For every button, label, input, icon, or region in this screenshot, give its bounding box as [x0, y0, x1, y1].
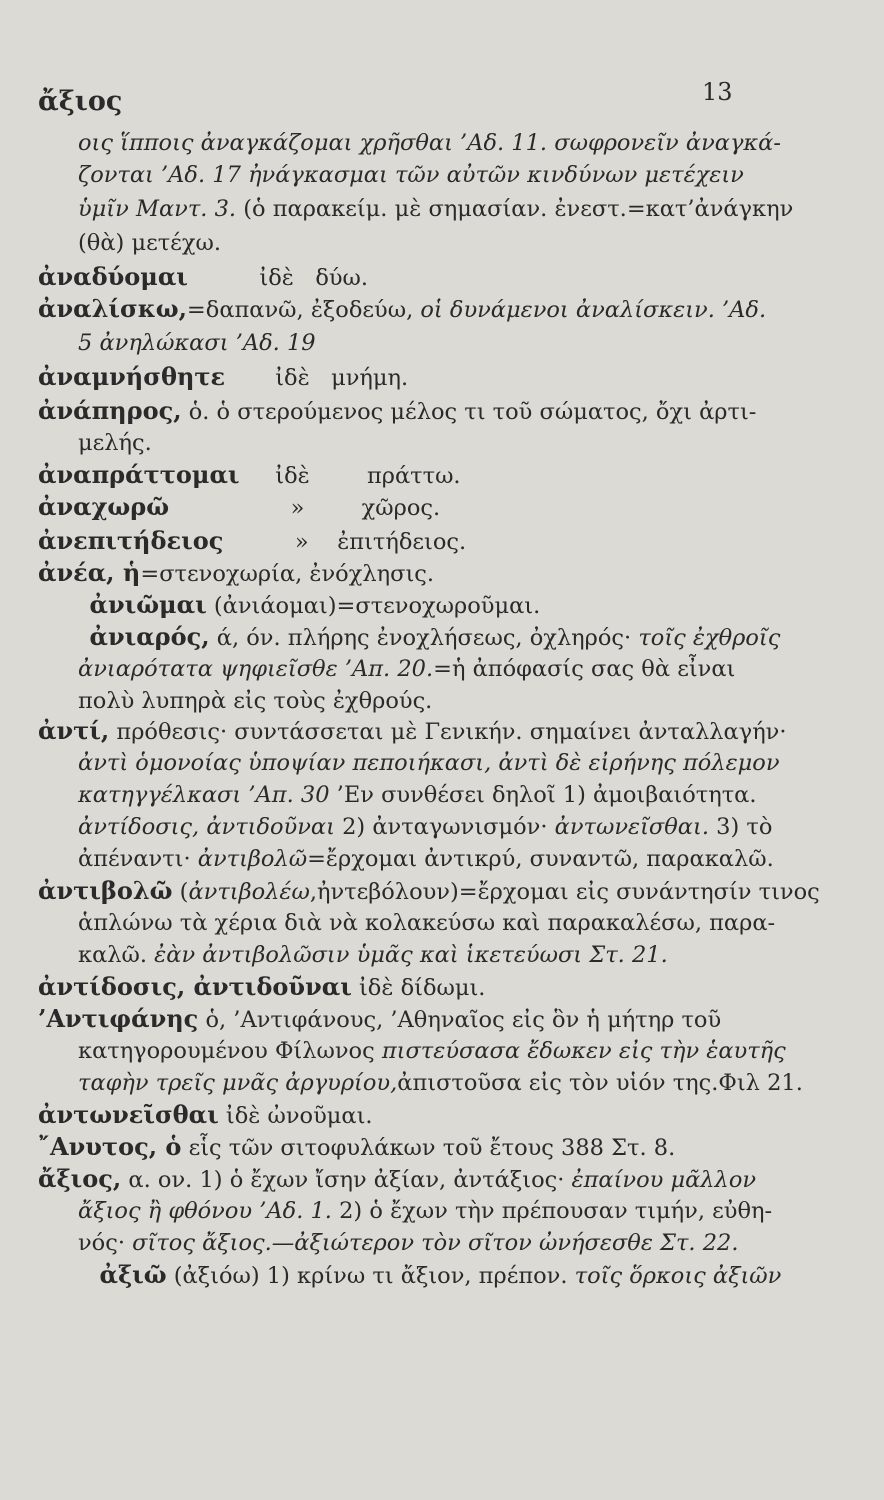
text-segment: ἀπέναντι·	[78, 846, 198, 872]
text-segment	[68, 593, 89, 619]
text-line	[78, 940, 668, 970]
text-line	[78, 780, 757, 810]
headword: ἀναμνήσθητε	[38, 362, 226, 391]
text-segment: ἄξιος ἢ φθόνου ’Αδ. 1.	[78, 1198, 332, 1224]
text-line	[78, 1196, 772, 1226]
text-segment: =ἔρχομαι ἀντικρύ, συναντῶ, παρακαλῶ.	[307, 846, 774, 872]
text-line	[78, 428, 152, 458]
text-line	[78, 844, 774, 874]
headword: ’Αντιφάνης	[38, 1004, 199, 1033]
text-segment: ἀντὶ ὁμονοίας ὑποψίαν πεποιήκασι, ἀντὶ δὲ εἰρήνης πόλεμον	[78, 750, 780, 776]
text-segment: ἀντιβολῶ	[197, 846, 308, 872]
text-line	[38, 294, 766, 325]
text-segment: ἰδὲ ὠνοῦμαι.	[218, 1103, 373, 1129]
page-number: 13	[702, 78, 733, 106]
text-segment: ,ἠντεβόλουν)=ἔρχομαι εἰς συνάντησίν τινος	[309, 879, 820, 905]
text-segment: ἰδὲ δύω.	[187, 265, 369, 291]
text-line	[38, 262, 368, 293]
text-segment: κατηγγέλκασι ’Απ. 30	[78, 782, 330, 808]
text-line	[78, 812, 772, 842]
text-segment: ά, όν. πλήρης ἐνοχλήσεως, ὀχληρός·	[209, 625, 639, 651]
text-segment: τοῖς ὅρκοις ἀξιῶν	[574, 1263, 782, 1289]
running-head: ἄξιος	[38, 86, 123, 117]
headword: ῎Ανυτος, ὁ	[38, 1132, 182, 1161]
text-line	[38, 1004, 721, 1035]
headword: ἀνάπηρος,	[38, 396, 182, 425]
text-segment	[78, 1263, 99, 1289]
text-segment: 5 ἀνηλώκασι ’Αδ. 19	[78, 330, 316, 356]
text-line	[78, 1036, 786, 1066]
text-segment: (ὁ παρακείμ. μὲ σημασίαν. ἐνεστ.=κατ’ἀνάγκην	[236, 196, 794, 222]
text-segment: (θὰ) μετέχω.	[78, 230, 221, 256]
text-segment: ἐὰν ἀντιβολῶσιν ὑμᾶς καὶ ἱκετεύωσι Στ. 21.	[154, 942, 668, 968]
text-segment: ζονται ’Αδ. 17 ἠνάγκασμαι τῶν αὐτῶν κινδύνων μετέχειν	[78, 162, 744, 188]
headword: ἀναχωρῶ	[38, 492, 170, 521]
headword: ἀνιῶμαι	[89, 590, 207, 619]
text-line	[78, 328, 316, 358]
text-line	[38, 972, 485, 1003]
text-line	[78, 128, 781, 158]
text-segment: καλῶ.	[78, 942, 155, 968]
text-segment: πιστεύσασα ἔδωκεν εἰς τὴν ἑαυτῆς	[381, 1038, 786, 1064]
text-segment: =στενοχωρία, ἐνόχλησις.	[140, 561, 435, 587]
text-line	[78, 1068, 803, 1098]
text-line	[38, 362, 408, 393]
text-segment: α. ον. 1) ὁ ἔχων ἴσην ἀξίαν, ἀντάξιος·	[121, 1167, 572, 1193]
text-segment: ἰδὲ δίδωμι.	[351, 975, 486, 1001]
text-segment: ’Εν συνθέσει δηλοῖ 1) ἀμοιβαιότητα.	[329, 782, 757, 808]
text-line	[38, 1164, 756, 1195]
headword: ἀνιαρός,	[89, 622, 210, 651]
text-segment: ἀντίδοσις, ἀντιδοῦναι	[78, 814, 335, 840]
text-segment: οἱ δυνάμενοι ἀναλίσκειν. ’Αδ.	[420, 297, 767, 323]
text-segment: » χῶρος.	[169, 495, 441, 521]
headword: ἀντωνεῖσθαι	[38, 1100, 219, 1129]
text-segment: » ἐπιτήδειος.	[223, 529, 467, 555]
text-segment: 3) τὸ	[708, 814, 773, 840]
text-segment: =ἡ ἀπόφασίς σας θὰ εἶναι	[433, 656, 736, 682]
text-line	[68, 622, 780, 653]
text-line	[78, 228, 221, 258]
headword: ἀξιῶ	[99, 1260, 167, 1289]
text-segment: 2) ὁ ἔχων τὴν πρέπουσαν τιμήν, εὐθη-	[331, 1198, 773, 1224]
text-segment: (ἀξιόω) 1) κρίνω τι ἄξιον, πρέπον.	[166, 1263, 575, 1289]
text-segment: (ἀνιάομαι)=στενοχωροῦμαι.	[206, 593, 541, 619]
text-segment: οις ἵπποις ἀναγκάζομαι χρῆσθαι ’Αδ. 11. σωφρονεῖν ἀναγκά-	[78, 130, 781, 156]
text-line	[38, 558, 434, 589]
text-segment: ὁ, ’Αντιφάνους, ’Αθηναῖος εἰς ὃν ἡ μήτηρ τοῦ	[198, 1007, 722, 1033]
headword: ἀναπράττομαι	[38, 460, 240, 489]
headword: ἀντιβολῶ	[38, 876, 173, 905]
headword: ἀνέα, ἡ	[38, 558, 141, 587]
text-segment	[68, 625, 89, 651]
text-segment: ἀπιστοῦσα εἰς τὸν υἱόν της.Φιλ 21.	[397, 1070, 803, 1096]
headword: ἄξιος,	[38, 1164, 122, 1193]
text-segment: ἰδὲ μνήμη.	[225, 365, 409, 391]
text-line	[68, 590, 540, 621]
text-line	[38, 460, 461, 491]
headword: ἀνεπιτήδειος	[38, 526, 224, 555]
text-line	[78, 1228, 739, 1258]
headword: ἀντί,	[38, 716, 110, 745]
text-segment: νός·	[78, 1230, 133, 1256]
text-line	[78, 908, 775, 938]
text-segment: πρόθεσις· συντάσσεται μὲ Γενικήν. σημαίνει ἀνταλλαγήν·	[109, 719, 787, 745]
text-line	[78, 1260, 781, 1291]
text-segment: μελής.	[78, 430, 152, 456]
text-line	[78, 748, 780, 778]
text-segment: =δαπανῶ, ἐξοδεύω,	[186, 297, 421, 323]
headword: ἀντίδοσις, ἀντιδοῦναι	[38, 972, 352, 1001]
text-segment: ὁ. ὁ στερούμενος μέλος τι τοῦ σώματος, ὄχι ἀρτι-	[181, 399, 757, 425]
text-segment: (	[172, 879, 189, 905]
text-segment: εἷς τῶν σιτοφυλάκων τοῦ ἔτους 388 Στ. 8.	[181, 1135, 676, 1161]
text-segment: ἀνιαρότατα ψηφιεῖσθε ’Απ. 20.	[78, 656, 434, 682]
text-segment: κατηγορουμένου Φίλωνος	[78, 1038, 382, 1064]
text-line	[78, 160, 744, 190]
text-segment: σῖτος ἄξιος.—ἀξιώτερον τὸν σῖτον ὠνήσεσθε Στ. 22.	[132, 1230, 739, 1256]
text-line	[38, 1100, 373, 1131]
text-segment: ἁπλώνω τὰ χέρια διὰ νὰ κολακεύσω καὶ παρακαλέσω, παρα-	[78, 910, 776, 936]
text-segment: 2) ἀνταγωνισμόν·	[334, 814, 555, 840]
text-segment: ἐπαίνου μᾶλλον	[571, 1167, 757, 1193]
headword: ἀναδύομαι	[38, 262, 188, 291]
headword: ἀναλίσκω,	[38, 294, 187, 323]
text-segment: ἰδὲ πράττω.	[239, 463, 461, 489]
text-line	[38, 876, 820, 907]
text-line	[38, 396, 756, 427]
text-line	[78, 654, 735, 684]
text-segment: ἀντωνεῖσθαι.	[554, 814, 709, 840]
text-segment: ὑμῖν Μαντ. 3.	[78, 196, 237, 222]
text-line	[38, 492, 440, 523]
text-line	[38, 716, 787, 747]
text-line	[38, 526, 466, 557]
text-segment: τοῖς ἐχθροῖς	[638, 625, 781, 651]
text-segment: ἀντιβολέω	[188, 879, 310, 905]
text-line	[78, 194, 793, 224]
text-line	[78, 686, 432, 716]
text-segment: ταφὴν τρεῖς μνᾶς ἀργυρίου,	[78, 1070, 398, 1096]
text-line	[38, 1132, 675, 1163]
text-segment: πολὺ λυπηρὰ εἰς τοὺς ἐχθρούς.	[78, 688, 433, 714]
